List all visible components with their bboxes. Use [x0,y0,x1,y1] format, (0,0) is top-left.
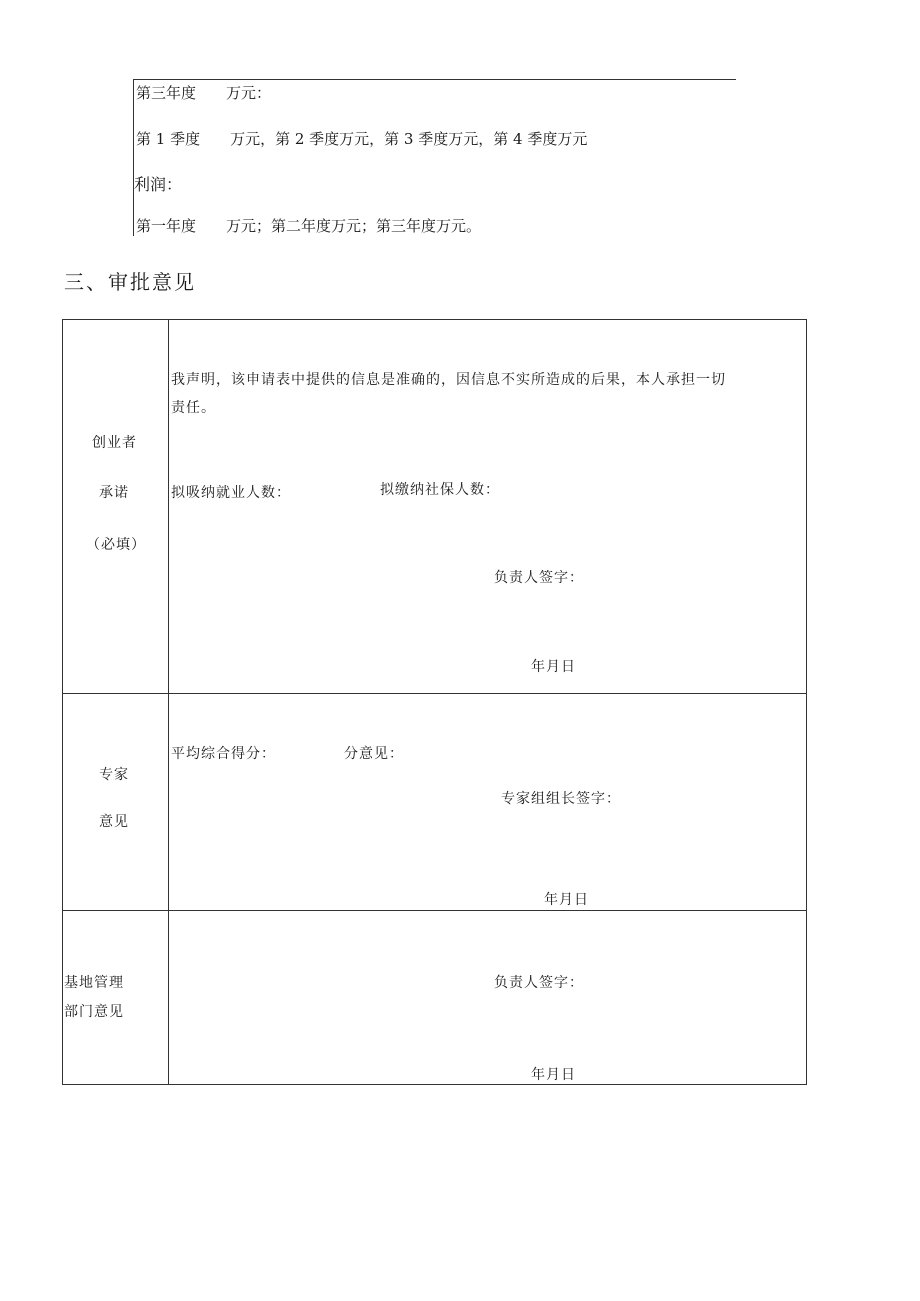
table-column-divider [168,319,169,1085]
row3-date-label: 年月日 [531,1067,576,1083]
revenue-quarters-line: 第 1 季度 万元，第 2 季度万元，第 3 季度万元，第 4 季度万元 [136,130,588,148]
average-score-label: 平均综合得分： [171,746,276,762]
table-row-divider-1 [62,693,807,694]
row1-label-line3: （必填） [86,537,146,553]
top-left-border [133,79,134,236]
revenue-year3-line: 第三年度 万元： [136,84,272,102]
profit-label: 利润： [134,175,183,194]
table-outer-border [62,319,807,1085]
section-title: 三、审批意见 [64,270,196,294]
row3-label-line2: 部门意见 [64,1004,124,1020]
table-row-divider-2 [62,910,807,911]
expert-leader-signature-label: 专家组组长签字： [501,791,621,807]
planned-insurance-label: 拟缴纳社保人数： [380,482,500,498]
row1-date-label: 年月日 [531,659,576,675]
planned-jobs-label: 拟吸纳就业人数： [171,485,291,501]
commitment-statement-line2: 责任。 [171,400,216,416]
profit-years-line: 第一年度 万元；第二年度万元；第三年度万元。 [136,217,482,235]
commitment-statement-line1: 我声明，该申请表中提供的信息是准确的，因信息不实所造成的后果，本人承担一切 [171,372,726,388]
score-opinion-label: 分意见： [344,746,404,762]
row2-label-line2: 意见 [99,814,129,830]
row1-label-line2: 承诺 [99,485,129,501]
row2-date-label: 年月日 [544,892,589,908]
row1-label-line1: 创业者 [92,435,137,451]
row3-signature-label: 负责人签字： [494,975,584,991]
row2-label-line1: 专家 [99,767,129,783]
row1-signature-label: 负责人签字： [494,570,584,586]
row3-label-line1: 基地管理 [64,975,124,991]
top-rule [133,79,736,80]
